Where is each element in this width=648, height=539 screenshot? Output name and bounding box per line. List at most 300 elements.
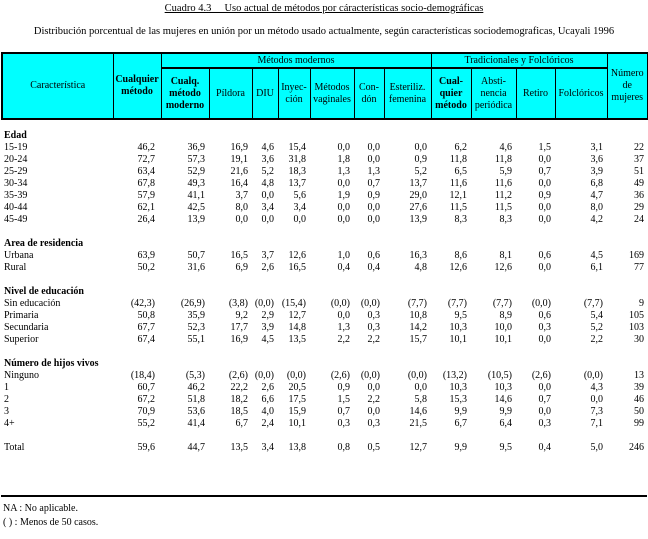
cell-value: 2,6 xyxy=(261,262,274,273)
cell-value: 70,9 xyxy=(137,406,155,417)
cell-value: (42,3) xyxy=(130,298,155,309)
table-body xyxy=(2,119,648,454)
cell-value: 6,1 xyxy=(590,262,603,273)
cell-value: 5,2 xyxy=(590,322,603,333)
cell-value: (26,9) xyxy=(180,298,205,309)
table-row xyxy=(2,310,648,322)
cell-value: 41,1 xyxy=(187,190,205,201)
cell-value: 0,0 xyxy=(261,190,274,201)
cell-value: 57,3 xyxy=(187,154,205,165)
cell-value: 16,4 xyxy=(230,178,248,189)
cell-value: 12,1 xyxy=(449,190,467,201)
table-row xyxy=(2,334,648,346)
cell-value: 9,2 xyxy=(235,310,248,321)
cell-value: 5,6 xyxy=(293,190,306,201)
section-heading: Area de residencia xyxy=(4,238,84,249)
cell-value: 0,0 xyxy=(293,214,306,225)
header-condon: Con-dón xyxy=(354,68,384,119)
cell-value: 55,1 xyxy=(187,334,205,345)
cell-value: 103 xyxy=(629,322,644,333)
cell-value: 12,6 xyxy=(494,262,512,273)
cell-value: 0,8 xyxy=(337,442,350,453)
cell-value: 246 xyxy=(629,442,644,453)
table-row xyxy=(2,262,648,274)
cell-value: 4,8 xyxy=(414,262,427,273)
cell-value: 0,6 xyxy=(367,250,380,261)
cell-value: 51 xyxy=(634,166,644,177)
cell-value: 55,2 xyxy=(137,418,155,429)
cell-value: 0,9 xyxy=(538,190,551,201)
cell-value: 9,9 xyxy=(499,406,512,417)
cell-value: 0,0 xyxy=(367,382,380,393)
cell-value: (3,8) xyxy=(228,298,248,309)
cell-value: 67,8 xyxy=(137,178,155,189)
row-label: 35-39 xyxy=(4,190,28,201)
table-row xyxy=(2,382,648,394)
cell-value: 20,5 xyxy=(288,382,306,393)
cell-value: 10,1 xyxy=(288,418,306,429)
cell-value: (15,4) xyxy=(281,298,306,309)
cell-value: 3,6 xyxy=(261,154,274,165)
row-label: Sin educación xyxy=(4,298,61,309)
cell-value: 12,7 xyxy=(288,310,306,321)
cell-value: 5,2 xyxy=(414,166,427,177)
cell-value: (0,0) xyxy=(254,370,274,381)
section-heading-row xyxy=(2,238,648,250)
cell-value: (2,6) xyxy=(228,370,248,381)
spacer-row xyxy=(2,346,648,358)
cell-value: (7,7) xyxy=(407,298,427,309)
spacer-row xyxy=(2,430,648,442)
cell-value: 0,4 xyxy=(367,262,380,273)
cell-value: 12,6 xyxy=(449,262,467,273)
cell-value: (5,3) xyxy=(185,370,205,381)
cell-value: 10,1 xyxy=(494,334,512,345)
cell-value: 5,4 xyxy=(590,310,603,321)
cell-value: (10,5) xyxy=(487,370,512,381)
cell-value: 42,5 xyxy=(187,202,205,213)
cell-value: 13,7 xyxy=(409,178,427,189)
cell-value: 10,1 xyxy=(449,334,467,345)
table-row xyxy=(2,154,648,166)
cell-value: 51,8 xyxy=(187,394,205,405)
cell-value: 63,4 xyxy=(137,166,155,177)
header-pildora: Píldora xyxy=(209,68,252,119)
cell-value: 46,2 xyxy=(137,142,155,153)
cell-value: 0,0 xyxy=(538,406,551,417)
cell-value: 3,4 xyxy=(261,202,274,213)
cell-value: 5,2 xyxy=(261,166,274,177)
cell-value: 0,6 xyxy=(538,250,551,261)
cell-value: 11,8 xyxy=(449,154,467,165)
cell-value: 0,9 xyxy=(337,382,350,393)
cell-value: 67,7 xyxy=(137,322,155,333)
cell-value: 3,4 xyxy=(293,202,306,213)
row-label: Rural xyxy=(4,262,27,273)
table-row xyxy=(2,250,648,262)
cell-value: 13,5 xyxy=(230,442,248,453)
cell-value: 35,9 xyxy=(187,310,205,321)
cell-value: 13,8 xyxy=(288,442,306,453)
cell-value: 6,7 xyxy=(454,418,467,429)
cell-value: (13,2) xyxy=(442,370,467,381)
section-heading-row xyxy=(2,286,648,298)
cell-value: 3,4 xyxy=(261,442,274,453)
cell-value: (2,6) xyxy=(531,370,551,381)
spacer-cell xyxy=(2,274,648,286)
cell-value: 62,1 xyxy=(137,202,155,213)
cell-value: 57,9 xyxy=(137,190,155,201)
cell-value: 6,9 xyxy=(235,262,248,273)
cell-value: 21,5 xyxy=(409,418,427,429)
cell-value: 15,9 xyxy=(288,406,306,417)
cell-value: 6,2 xyxy=(454,142,467,153)
cell-value: 0,0 xyxy=(538,262,551,273)
cell-value: 21,6 xyxy=(230,166,248,177)
header-group-modernos: Métodos modernos xyxy=(161,53,431,68)
cell-value: 50,8 xyxy=(137,310,155,321)
cell-value: 0,0 xyxy=(538,178,551,189)
cell-value: 11,6 xyxy=(449,178,467,189)
cell-value: 14,2 xyxy=(409,322,427,333)
cell-value: 9,9 xyxy=(454,442,467,453)
header-metodos-vaginales: Métodos vaginales xyxy=(310,68,354,119)
cell-value: 99 xyxy=(634,418,644,429)
cell-value: 18,3 xyxy=(288,166,306,177)
cell-value: 77 xyxy=(634,262,644,273)
cell-value: (7,7) xyxy=(492,298,512,309)
cell-value: 1,0 xyxy=(337,250,350,261)
cell-value: 13 xyxy=(634,370,644,381)
header-retiro: Retiro xyxy=(516,68,555,119)
table-row xyxy=(2,166,648,178)
cell-value: 0,0 xyxy=(261,214,274,225)
cell-value: 60,7 xyxy=(137,382,155,393)
cell-value: 0,7 xyxy=(337,406,350,417)
cell-value: 52,9 xyxy=(187,166,205,177)
note-na: NA : No aplicable. xyxy=(3,503,78,514)
spacer-cell xyxy=(2,226,648,238)
cell-value: 5,9 xyxy=(499,166,512,177)
cell-value: 2,2 xyxy=(367,334,380,345)
row-label: Superior xyxy=(4,334,39,345)
cell-value: 18,5 xyxy=(230,406,248,417)
methods-table xyxy=(1,52,648,454)
cell-value: 7,3 xyxy=(590,406,603,417)
cell-value: 0,6 xyxy=(538,310,551,321)
cell-value: 11,6 xyxy=(494,178,512,189)
cell-value: 10,3 xyxy=(494,382,512,393)
cell-value: 5,8 xyxy=(414,394,427,405)
table-row xyxy=(2,418,648,430)
table-row xyxy=(2,214,648,226)
cell-value: (7,7) xyxy=(447,298,467,309)
cell-value: 67,4 xyxy=(137,334,155,345)
row-label: 4+ xyxy=(4,418,15,429)
table-subtitle: Distribución porcentual de las mujeres en unión por un método usado actualmente, según características sociodemograficas, Ucayali 1996 xyxy=(33,26,615,37)
cell-value: 0,0 xyxy=(337,214,350,225)
cell-value: 11,5 xyxy=(449,202,467,213)
row-label: 25-29 xyxy=(4,166,28,177)
row-label: Urbana xyxy=(4,250,34,261)
cell-value: 0,7 xyxy=(367,178,380,189)
cell-value: 0,3 xyxy=(337,418,350,429)
cell-value: 13,5 xyxy=(288,334,306,345)
table-row xyxy=(2,142,648,154)
cell-value: (7,7) xyxy=(583,298,603,309)
cell-value: (0,0) xyxy=(286,370,306,381)
spacer-cell xyxy=(2,430,648,442)
cell-value: 0,7 xyxy=(538,166,551,177)
cell-value: 0,0 xyxy=(538,202,551,213)
row-label: Secundaria xyxy=(4,322,49,333)
cell-value: 44,7 xyxy=(187,442,205,453)
row-label: 2 xyxy=(4,394,9,405)
cell-value: 0,0 xyxy=(337,202,350,213)
cell-value: 0,0 xyxy=(367,154,380,165)
cell-value: 9,9 xyxy=(454,406,467,417)
total-row xyxy=(2,442,648,454)
cell-value: 46,2 xyxy=(187,382,205,393)
section-heading: Edad xyxy=(4,130,27,141)
header-diu: DIU xyxy=(252,68,278,119)
cell-value: 1,3 xyxy=(367,166,380,177)
cell-value: 39 xyxy=(634,382,644,393)
cell-value: 0,0 xyxy=(538,214,551,225)
cell-value: 29,0 xyxy=(409,190,427,201)
cell-value: 15,3 xyxy=(449,394,467,405)
cell-value: 13,7 xyxy=(288,178,306,189)
table-row xyxy=(2,370,648,382)
header-cualquier-metodo: Cualquier método xyxy=(113,53,161,119)
cell-value: 17,5 xyxy=(288,394,306,405)
cell-value: 169 xyxy=(629,250,644,261)
table-notes xyxy=(3,502,98,530)
cell-value: 1,9 xyxy=(337,190,350,201)
section-heading-row xyxy=(2,358,648,370)
table-title: Cuadro 4.3 Uso actual de métodos por cáracterísticas socio-demográficas xyxy=(164,3,484,14)
cell-value: 8,3 xyxy=(499,214,512,225)
section-heading: Número de hijos vivos xyxy=(4,358,99,369)
cell-value: 16,3 xyxy=(409,250,427,261)
cell-value: 4,7 xyxy=(590,190,603,201)
cell-value: 27,6 xyxy=(409,202,427,213)
cell-value: 22,2 xyxy=(230,382,248,393)
cell-value: 0,3 xyxy=(538,418,551,429)
cell-value: 4,5 xyxy=(590,250,603,261)
cell-value: (0,0) xyxy=(254,298,274,309)
cell-value: 9 xyxy=(639,298,644,309)
cell-value: 50,7 xyxy=(187,250,205,261)
row-label: 15-19 xyxy=(4,142,28,153)
cell-value: 105 xyxy=(629,310,644,321)
cell-value: 14,8 xyxy=(288,322,306,333)
cell-value: 30 xyxy=(634,334,644,345)
cell-value: 9,5 xyxy=(454,310,467,321)
cell-value: 0,0 xyxy=(538,382,551,393)
cell-value: 52,3 xyxy=(187,322,205,333)
header-numero-mujeres: Número de mujeres xyxy=(607,53,648,119)
cell-value: (0,0) xyxy=(360,298,380,309)
cell-value: 36 xyxy=(634,190,644,201)
row-label: Primaria xyxy=(4,310,39,321)
cell-value: 18,2 xyxy=(230,394,248,405)
cell-value: 0,0 xyxy=(367,142,380,153)
cell-value: 16,9 xyxy=(230,334,248,345)
row-label: 20-24 xyxy=(4,154,28,165)
cell-value: 26,4 xyxy=(137,214,155,225)
cell-value: 6,6 xyxy=(261,394,274,405)
row-label: 1 xyxy=(4,382,9,393)
cell-value: 2,6 xyxy=(261,382,274,393)
table-row xyxy=(2,406,648,418)
table-row xyxy=(2,190,648,202)
cell-value: 0,0 xyxy=(235,214,248,225)
cell-value: 6,4 xyxy=(499,418,512,429)
cell-value: 11,2 xyxy=(494,190,512,201)
cell-value: 0,3 xyxy=(367,322,380,333)
cell-value: 15,7 xyxy=(409,334,427,345)
cell-value: (18,4) xyxy=(130,370,155,381)
cell-value: 0,0 xyxy=(414,142,427,153)
cell-value: 4,6 xyxy=(261,142,274,153)
cell-value: 37 xyxy=(634,154,644,165)
cell-value: 49 xyxy=(634,178,644,189)
cell-value: 16,9 xyxy=(230,142,248,153)
section-heading: Nivel de educación xyxy=(4,286,84,297)
table-row xyxy=(2,178,648,190)
cell-value: 2,4 xyxy=(261,418,274,429)
cell-value: 50 xyxy=(634,406,644,417)
spacer-row xyxy=(2,119,648,130)
cell-value: 53,6 xyxy=(187,406,205,417)
cell-value: 3,9 xyxy=(590,166,603,177)
cell-value: 72,7 xyxy=(137,154,155,165)
cell-value: 13,9 xyxy=(187,214,205,225)
spacer-row xyxy=(2,226,648,238)
cell-value: 0,3 xyxy=(367,418,380,429)
cell-value: 50,2 xyxy=(137,262,155,273)
spacer-cell xyxy=(2,346,648,358)
cell-value: 7,1 xyxy=(590,418,603,429)
spacer-row xyxy=(2,274,648,286)
row-label: 40-44 xyxy=(4,202,28,213)
cell-value: 4,8 xyxy=(261,178,274,189)
cell-value: 10,3 xyxy=(449,382,467,393)
cell-value: (2,6) xyxy=(330,370,350,381)
cell-value: 6,5 xyxy=(454,166,467,177)
cell-value: 0,0 xyxy=(538,334,551,345)
cell-value: 3,7 xyxy=(235,190,248,201)
row-label: 3 xyxy=(4,406,9,417)
cell-value: 0,4 xyxy=(337,262,350,273)
section-heading-row xyxy=(2,130,648,142)
header-esterilizacion: Esteriliz. femenina xyxy=(384,68,431,119)
cell-value: 13,9 xyxy=(409,214,427,225)
header-group-tradicionales: Tradicionales y Folclóricos xyxy=(431,53,607,68)
cell-value: 0,9 xyxy=(367,190,380,201)
cell-value: 0,0 xyxy=(367,214,380,225)
cell-value: (0,0) xyxy=(531,298,551,309)
cell-value: 2,2 xyxy=(367,394,380,405)
cell-value: 0,4 xyxy=(538,442,551,453)
cell-value: 2,2 xyxy=(337,334,350,345)
cell-value: 4,3 xyxy=(590,382,603,393)
cell-value: 36,9 xyxy=(187,142,205,153)
cell-value: 14,6 xyxy=(409,406,427,417)
header-cualquier-tradicional: Cual-quier método xyxy=(431,68,471,119)
cell-value: 63,9 xyxy=(137,250,155,261)
cell-value: 4,5 xyxy=(261,334,274,345)
cell-value: 1,3 xyxy=(337,166,350,177)
cell-value: 19,1 xyxy=(230,154,248,165)
note-menos-50: ( ) : Menos de 50 casos. xyxy=(3,517,99,528)
cell-value: 16,5 xyxy=(288,262,306,273)
cell-value: 0,0 xyxy=(367,202,380,213)
cell-value: 1,5 xyxy=(538,142,551,153)
header-folcloricos: Folclóricos xyxy=(555,68,607,119)
table-row xyxy=(2,394,648,406)
table-header xyxy=(2,53,648,119)
cell-value: 67,2 xyxy=(137,394,155,405)
cell-value: 15,4 xyxy=(288,142,306,153)
cell-value: 3,6 xyxy=(590,154,603,165)
cell-value: 17,7 xyxy=(230,322,248,333)
row-label: Total xyxy=(4,442,25,453)
spacer-cell xyxy=(2,119,648,130)
cell-value: 0,7 xyxy=(538,394,551,405)
cell-value: 1,8 xyxy=(337,154,350,165)
cell-value: 49,3 xyxy=(187,178,205,189)
cell-value: 29 xyxy=(634,202,644,213)
cell-value: 8,1 xyxy=(499,250,512,261)
row-label: 45-49 xyxy=(4,214,28,225)
cell-value: 8,9 xyxy=(499,310,512,321)
cell-value: 0,9 xyxy=(414,154,427,165)
cell-value: 4,2 xyxy=(590,214,603,225)
cell-value: 16,5 xyxy=(230,250,248,261)
cell-value: 46 xyxy=(634,394,644,405)
cell-value: 1,3 xyxy=(337,322,350,333)
cell-value: (0,0) xyxy=(407,370,427,381)
cell-value: 4,6 xyxy=(499,142,512,153)
row-label: 30-34 xyxy=(4,178,28,189)
cell-value: 0,3 xyxy=(367,310,380,321)
header-caracteristica: Característica xyxy=(2,53,113,119)
cell-value: 8,0 xyxy=(590,202,603,213)
cell-value: 8,6 xyxy=(454,250,467,261)
cell-value: (0,0) xyxy=(583,370,603,381)
cell-value: 3,1 xyxy=(590,142,603,153)
cell-value: 0,0 xyxy=(337,310,350,321)
cell-value: 9,5 xyxy=(499,442,512,453)
cell-value: 0,0 xyxy=(367,406,380,417)
cell-value: 6,7 xyxy=(235,418,248,429)
cell-value: 14,6 xyxy=(494,394,512,405)
cell-value: 4,0 xyxy=(261,406,274,417)
table-row xyxy=(2,298,648,310)
cell-value: 31,8 xyxy=(288,154,306,165)
cell-value: 5,0 xyxy=(590,442,603,453)
cell-value: 10,0 xyxy=(494,322,512,333)
cell-value: (0,0) xyxy=(360,370,380,381)
cell-value: 59,6 xyxy=(137,442,155,453)
cell-value: 2,9 xyxy=(261,310,274,321)
cell-value: 22 xyxy=(634,142,644,153)
header-cualq-moderno: Cualq. método moderno xyxy=(161,68,209,119)
cell-value: 0,0 xyxy=(337,178,350,189)
table-bottom-rule xyxy=(1,495,647,497)
